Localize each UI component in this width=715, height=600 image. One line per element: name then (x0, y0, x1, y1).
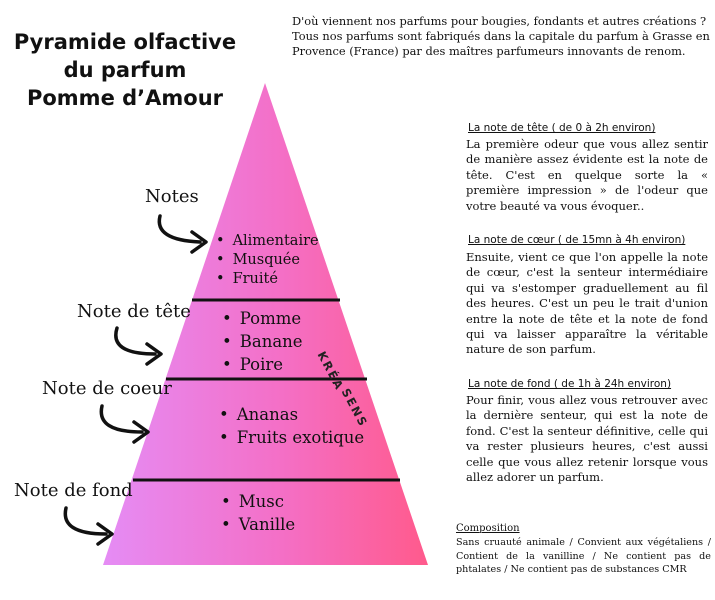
intro-line: D'où viennent nos parfums pour bougies, fondants et autres créations ? (292, 14, 707, 28)
section-body-fond: Pour finir, vous allez vous retrouver avec la dernière senteur, qui est la note de fond. C'est la senteur définitive, celle qui va rester plusieurs heures, c'est aussi celle que vous allez retenir lorsque vous allez adorer un parfum. (466, 393, 708, 485)
list-item: • Musquée (216, 251, 319, 270)
section-body-tete: La première odeur que vous allez sentir de manière assez évidente est la note de tête. C'est en quelque sorte la « première impression » de l'odeur que votre beauté va vous évoquer.. (466, 137, 708, 213)
brand-logo-part1: KRÉA (314, 349, 347, 394)
tier-top-notes (216, 232, 319, 289)
curved-arrow-icon (105, 322, 175, 372)
label-notes: Notes (145, 186, 199, 207)
list-item: • Vanille (221, 513, 295, 536)
label-note-coeur: Note de coeur (42, 378, 172, 399)
title-line: du parfum (63, 58, 187, 82)
tier-tete-notes (222, 307, 303, 376)
list-item: • Pomme (222, 307, 303, 330)
list-item: • Musc (221, 490, 295, 513)
section-heading-tete: La note de tête ( de 0 à 2h environ) (468, 122, 656, 134)
brand-logo-part2: SENS (338, 386, 371, 430)
label-note-tete: Note de tête (77, 301, 191, 322)
section-heading-fond: La note de fond ( de 1h à 24h environ) (468, 378, 672, 390)
list-item: • Ananas (219, 403, 364, 426)
section-heading-coeur: La note de cœur ( de 15mn à 4h environ) (468, 234, 686, 246)
intro-line: Provence (France) par des maîtres parfumeurs innovants de renom. (292, 44, 686, 58)
tier-coeur-notes (219, 403, 364, 449)
list-item: • Banane (222, 330, 303, 353)
list-item: • Fruits exotique (219, 426, 364, 449)
tier-fond-notes (221, 490, 295, 536)
title-line: Pyramide olfactive (13, 30, 237, 54)
curved-arrow-icon (56, 502, 126, 552)
intro-line: Tous nos parfums sont fabriqués dans la capitale du parfum à Grasse en (292, 29, 710, 43)
title-line: Pomme d’Amour (26, 86, 223, 110)
list-item: • Alimentaire (216, 232, 319, 251)
label-note-fond: Note de fond (14, 480, 133, 501)
curved-arrow-icon (150, 210, 220, 260)
section-body-coeur: Ensuite, vient ce que l'on appelle la note de cœur, c'est la senteur intermédiaire qui va s'estomper graduellement au fil des heures. C'est un peu le trait d'union entre la note de tête et la note de fond qui va laisser apparaître la véritable nature de son parfum. (466, 250, 708, 357)
curved-arrow-icon (92, 400, 162, 450)
list-item: • Fruité (216, 270, 319, 289)
list-item: • Poire (222, 353, 303, 376)
composition-body: Sans cruauté animale / Convient aux végétaliens / Contient de la vanilline / Ne contient pas de phtalates / Ne contient pas de substances CMR (456, 537, 711, 575)
composition-heading: Composition (456, 523, 520, 534)
